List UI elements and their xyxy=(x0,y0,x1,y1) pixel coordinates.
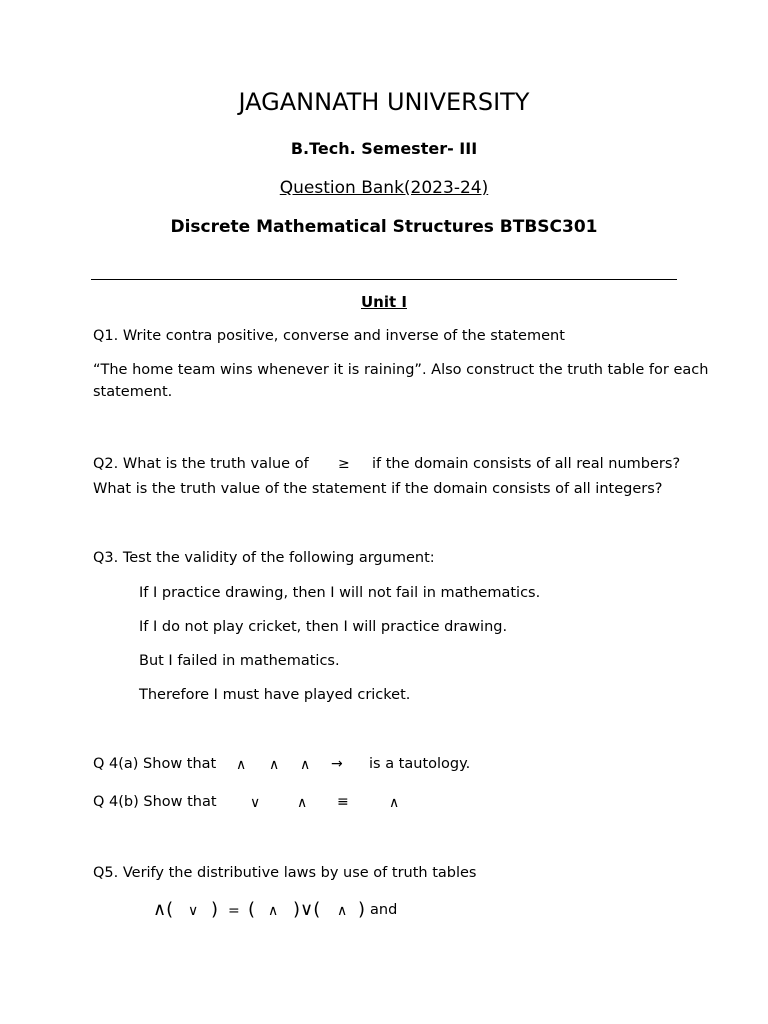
semester-heading: B.Tech. Semester- III xyxy=(290,139,478,158)
q5-and-open-paren: ∧( xyxy=(153,899,174,920)
q4a-suffix: is a tautology. xyxy=(369,756,471,772)
q3-premise-2: If I do not play cricket, then I will practice drawing. xyxy=(139,619,508,635)
q2-text-part2: if the domain consists of all real numbers? xyxy=(372,456,681,472)
q2-line2: What is the truth value of the statement if the domain consists of all integers? xyxy=(93,481,663,497)
q5-or-between-parens: )∨( xyxy=(293,899,321,920)
q5-close-paren-2: ) xyxy=(358,899,366,920)
q1-line2: “The home team wins whenever it is raining”. Also construct the truth table for each xyxy=(93,362,709,378)
q5-title: Q5. Verify the distributive laws by use of truth tables xyxy=(93,865,477,881)
q4b-and-symbol-2: ∧ xyxy=(389,795,400,811)
q1-line3: statement. xyxy=(93,384,173,400)
question-bank-heading: Question Bank(2023-24) xyxy=(279,178,489,198)
q4a-implies-symbol: → xyxy=(331,756,343,772)
q5-suffix: and xyxy=(370,902,398,918)
q4b-and-symbol-1: ∧ xyxy=(297,795,308,811)
q4a-and-symbol-3: ∧ xyxy=(300,757,311,773)
q3-premise-3: But I failed in mathematics. xyxy=(139,653,340,669)
q5-or-symbol: ∨ xyxy=(188,903,199,919)
q5-open-paren: ( xyxy=(248,899,256,920)
q3-title: Q3. Test the validity of the following argument: xyxy=(93,550,435,566)
q4a-label: Q 4(a) Show that xyxy=(93,756,217,772)
university-title: JAGANNATH UNIVERSITY xyxy=(238,88,530,116)
q4b-equiv-symbol: ≡ xyxy=(337,794,349,810)
q4a-and-symbol-1: ∧ xyxy=(236,757,247,773)
q5-close-paren-1: ) xyxy=(211,899,219,920)
q2-text-part1: Q2. What is the truth value of xyxy=(93,456,309,472)
q5-equals-symbol: = xyxy=(228,903,240,919)
q4a-and-symbol-2: ∧ xyxy=(269,757,280,773)
q1-line1: Q1. Write contra positive, converse and inverse of the statement xyxy=(93,328,565,344)
course-title: Discrete Mathematical Structures BTBSC301 xyxy=(170,217,598,237)
q5-and-symbol-1: ∧ xyxy=(268,903,279,919)
divider-line xyxy=(91,279,677,280)
q4b-label: Q 4(b) Show that xyxy=(93,794,217,810)
q3-premise-1: If I practice drawing, then I will not fail in mathematics. xyxy=(139,585,541,601)
q5-and-symbol-2: ∧ xyxy=(337,903,348,919)
q3-conclusion: Therefore I must have played cricket. xyxy=(139,687,411,703)
q4b-or-symbol: ∨ xyxy=(250,795,261,811)
q2-symbol: ≥ xyxy=(338,456,350,472)
unit-heading: Unit I xyxy=(361,293,407,311)
